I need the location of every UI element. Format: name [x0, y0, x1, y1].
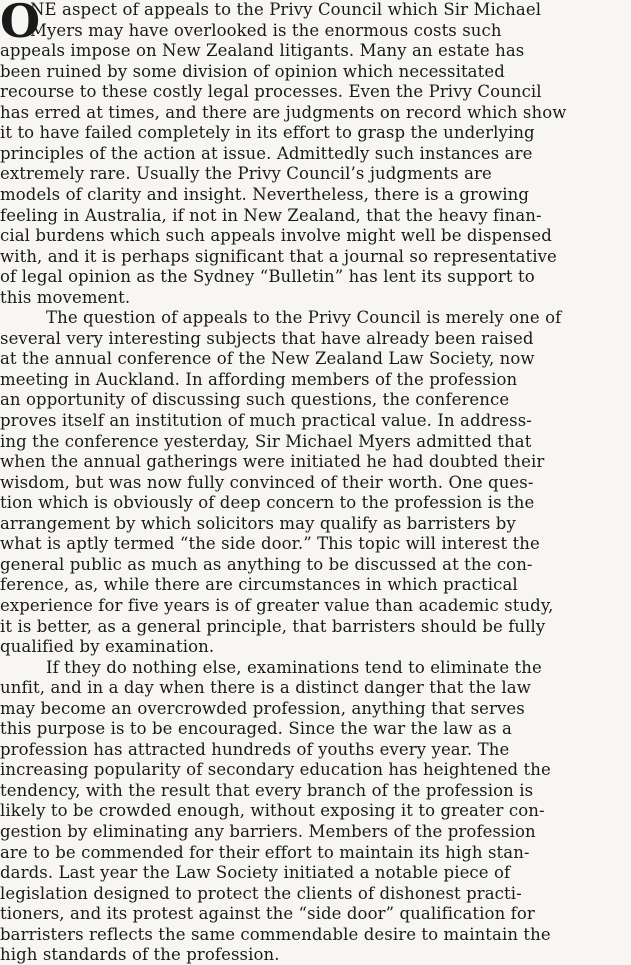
article-line: proves itself an institution of much practical value. In address- — [0, 411, 532, 430]
article-line: tioners, and its protest against the “side door” qualification for — [0, 904, 535, 924]
article-line: profession has attracted hundreds of youths every year. The — [0, 739, 510, 759]
article-line: models of clarity and insight. Nevertheless, there is a growing — [0, 184, 530, 204]
article-line: arrangement by which solicitors may qualify as barristers by — [0, 513, 516, 533]
article-line: this movement. — [0, 287, 131, 307]
article-line: of legal opinion as the Sydney “Bulletin” has lent its support to — [0, 267, 535, 287]
article-line: ference, as, while there are circumstances in which practical — [0, 575, 518, 595]
article-line: recourse to these costly legal processes. Even the Privy Council — [0, 82, 542, 102]
article-line: principles of the action at issue. Admittedly such instances are — [0, 143, 533, 163]
article-line: The question of appeals to the Privy Council is merely one of — [46, 308, 562, 328]
article-line: NE aspect of appeals to the Privy Council which Sir Michael — [30, 0, 542, 19]
article-line: it is better, as a general principle, that barristers should be fully — [0, 616, 546, 636]
article-line: it to have failed completely in its effort to grasp the underlying — [0, 123, 535, 143]
article-line: several very interesting subjects that have already been raised — [0, 328, 534, 348]
article-line: unfit, and in a day when there is a distinct danger that the law — [0, 678, 531, 698]
article-line: with, and it is perhaps significant that a journal so representative — [0, 246, 557, 266]
article-line: meeting in Auckland. In affording members of the profession — [0, 369, 518, 389]
article-line: appeals impose on New Zealand litigants. Many an estate has — [0, 41, 525, 61]
article-line: general public as much as anything to be discussed at the con- — [0, 554, 533, 574]
article-line: dards. Last year the Law Society initiated a notable piece of — [0, 863, 511, 883]
article-line: are to be commended for their effort to maintain its high stan- — [0, 842, 530, 862]
article-line: tendency, with the result that every branch of the profession is — [0, 780, 534, 800]
article-line: ing the conference yesterday, Sir Michael Myers admitted that — [0, 431, 532, 451]
article-line: feeling in Australia, if not in New Zealand, that the heavy finan- — [0, 205, 542, 225]
article-line: at the annual conference of the New Zealand Law Society, now — [0, 349, 535, 369]
article-line: tion which is obviously of deep concern to the profession is the — [0, 493, 535, 513]
article-line: qualified by examination. — [0, 637, 215, 657]
article-line: what is aptly termed “the side door.” This topic will interest the — [0, 534, 540, 554]
article-line: cial burdens which such appeals involve might well be dispensed — [0, 226, 552, 246]
article-line: legislation designed to protect the clients of dishonest practi- — [0, 883, 522, 903]
article-line: wisdom, but was now fully convinced of their worth. One ques- — [0, 472, 534, 492]
drop-cap: O — [0, 0, 41, 48]
article-line: this purpose is to be encouraged. Since the war the law as a — [0, 719, 512, 739]
article-line: has erred at times, and there are judgments on record which show — [0, 102, 567, 122]
article-line: Myers may have overlooked is the enormous costs such — [30, 20, 502, 40]
article-line: increasing popularity of secondary education has heightened the — [0, 760, 551, 780]
article-line: an opportunity of discussing such questions, the conference — [0, 390, 510, 410]
article-line: gestion by eliminating any barriers. Members of the profession — [0, 822, 536, 841]
article-line: may become an overcrowded profession, anything that serves — [0, 698, 525, 718]
article-line: when the annual gatherings were initiated he had doubted their — [0, 452, 545, 472]
article-line: barristers reflects the same commendable desire to maintain the — [0, 924, 551, 944]
article-line: experience for five years is of greater value than academic study, — [0, 595, 554, 615]
article-line: likely to be crowded enough, without exposing it to greater con- — [0, 801, 545, 821]
article-line: high standards of the profession. — [0, 945, 280, 965]
article-line: If they do nothing else, examinations tend to eliminate the — [46, 657, 542, 677]
article-line: been ruined by some division of opinion which necessitated — [0, 61, 505, 81]
article-line: extremely rare. Usually the Privy Council’s judgments are — [0, 164, 492, 184]
